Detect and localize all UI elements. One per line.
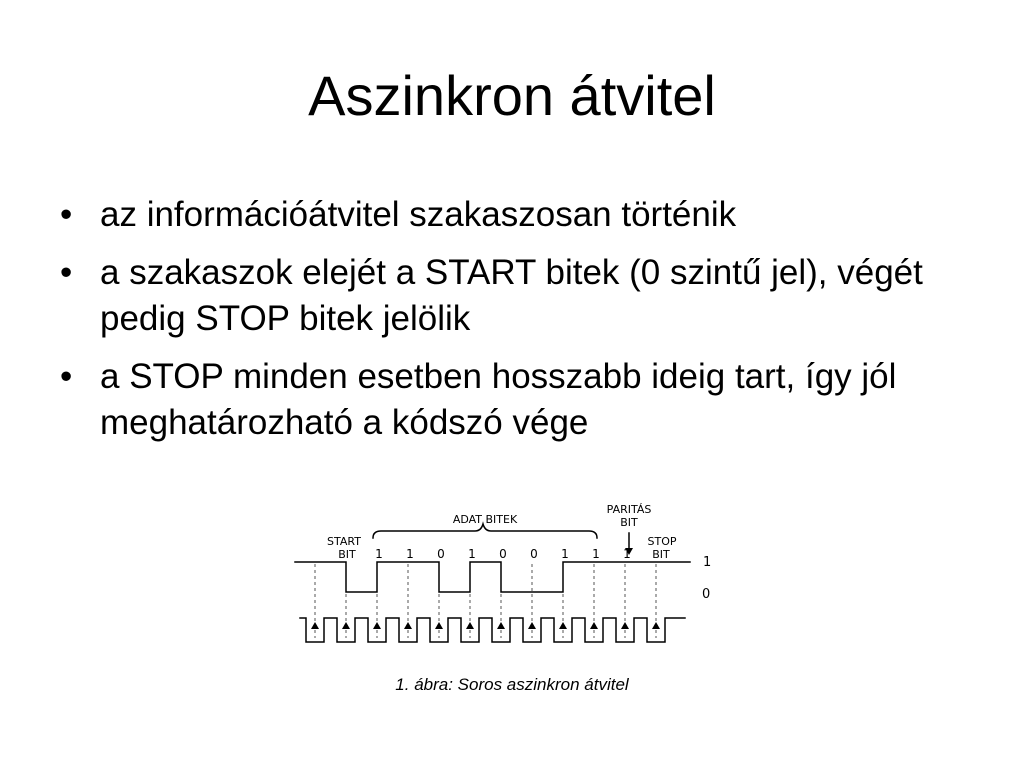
bit-value-label: 0: [530, 547, 538, 561]
bit-value-label: 0: [437, 547, 445, 561]
stop-label-line1: STOP: [647, 535, 677, 548]
bullet-text: a STOP minden esetben hosszabb ideig tart, így jól meghatározható a kódszó vége: [100, 357, 897, 442]
clock-edge-arrow: [559, 622, 567, 629]
clock-edge-arrow: [373, 622, 381, 629]
data-signal-waveform: [295, 562, 690, 592]
bullet-item: [52, 250, 992, 342]
stop-label-line2: BIT: [652, 548, 670, 561]
start-label-line1: START: [327, 535, 361, 548]
bit-value-label: 1: [406, 547, 414, 561]
clock-edge-arrow: [621, 622, 629, 629]
bullet-text: a szakaszok elejét a START bitek (0 szintű jel), végét pedig STOP bitek jelölik: [100, 253, 923, 338]
bit-value-label: 1: [375, 547, 383, 561]
clock-edge-arrow: [311, 622, 319, 629]
clock-edge-arrow: [497, 622, 505, 629]
data-bits-brace: [373, 524, 597, 538]
slide-title: Aszinkron átvitel: [308, 64, 716, 127]
clock-edge-arrow: [528, 622, 536, 629]
bullet-list: [52, 192, 992, 458]
clock-edge-arrow: [466, 622, 474, 629]
start-label-line2: BIT: [338, 548, 356, 561]
parity-label-line1: PARITÁS: [606, 503, 652, 516]
clock-edge-arrow: [652, 622, 660, 629]
bullet-dot: •: [60, 195, 73, 234]
clock-edge-arrow: [342, 622, 350, 629]
clock-edge-arrow: [404, 622, 412, 629]
bullet-dot: •: [60, 253, 73, 292]
bit-value-label: 1: [592, 547, 600, 561]
clock-edge-arrow: [435, 622, 443, 629]
clock-edge-arrow: [590, 622, 598, 629]
figure-caption: 1. ábra: Soros aszinkron átvitel: [395, 675, 629, 694]
bullet-item: [52, 354, 992, 446]
bullet-item: [52, 192, 992, 238]
level-low-label: 0: [702, 587, 711, 602]
bit-value-label: 0: [499, 547, 507, 561]
async-timing-diagram: [285, 500, 725, 660]
data-bits-label: ADAT BITEK: [452, 513, 518, 526]
clock-arrows: [311, 622, 660, 629]
timing-guides: [315, 564, 656, 638]
bit-value-label: 1: [561, 547, 569, 561]
level-high-label: 1: [703, 555, 712, 570]
bullet-text: az információátvitel szakaszosan történik: [100, 195, 737, 234]
clock-waveform: [300, 618, 685, 642]
bit-labels: [375, 547, 631, 561]
parity-label-line2: BIT: [620, 516, 638, 529]
bit-value-label: 1: [468, 547, 476, 561]
bullet-dot: •: [60, 357, 73, 396]
bit-value-label: 1: [623, 547, 631, 561]
